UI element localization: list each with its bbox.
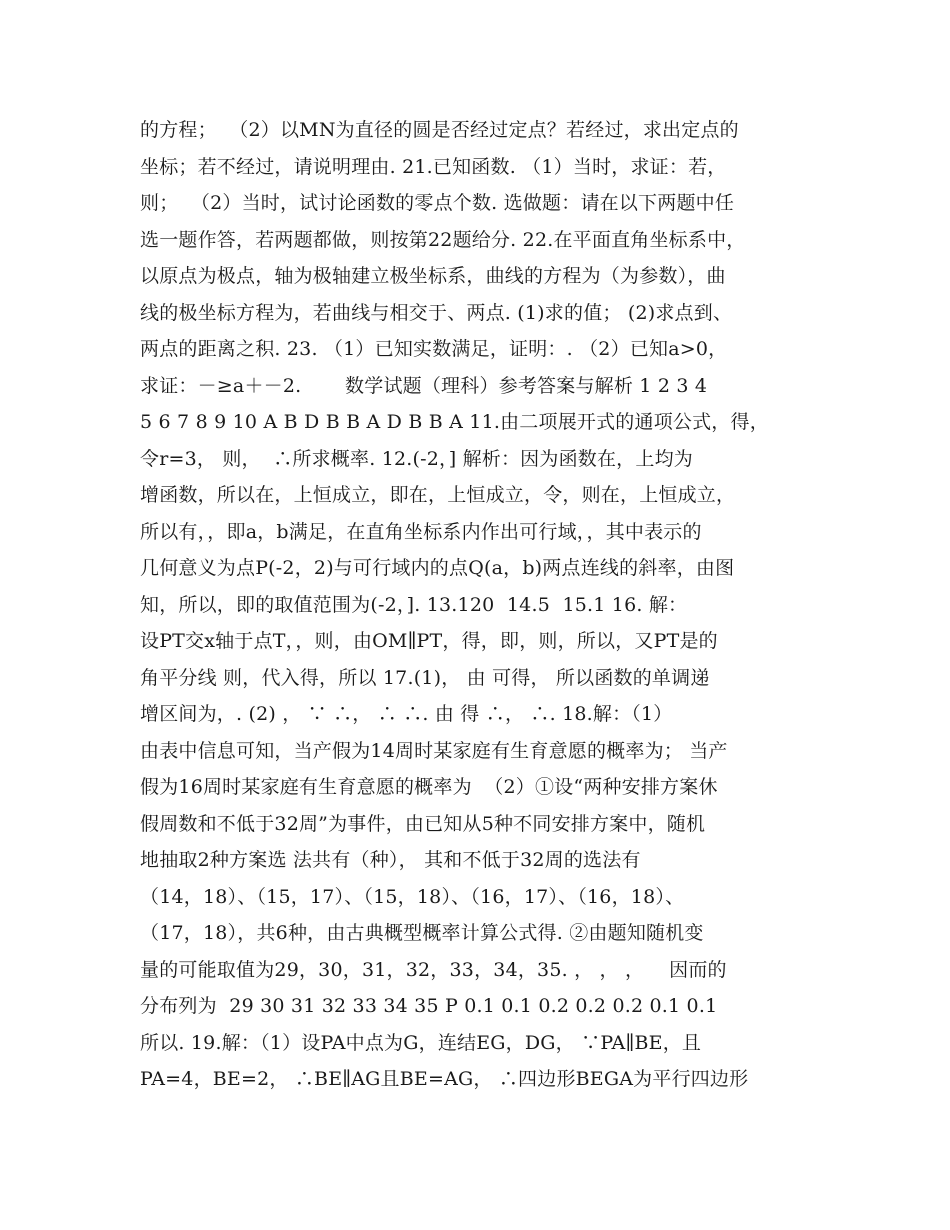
document-body [140,112,830,1098]
text-line: 选一题作答，若两题都做，则按第22题给分. 22.在平面直角坐标系中， [140,228,746,251]
text-line: 地抽取2种方案选 法共有（种）， 其和不低于32周的选法有 [140,849,641,871]
text-line: 假为16周时某家庭有生育意愿的概率为 （2）①设“两种安排方案休 [140,776,718,798]
text-line: 所以有，，即a，b满足，在直角坐标系内作出可行域，，其中表示的 [140,520,702,543]
text-line: 所以. 19.解：（1）设PA中点为G，连结EG，DG， ∵PA∥BE，且 [140,1031,702,1054]
text-line: 两点的距离之积. 23. （1）已知实数满足，证明：. （2）已知a>0， [140,338,728,360]
text-line: 求证：－≥a＋－2. 数学试题（理科）参考答案与解析 1 2 3 4 [140,374,708,397]
text-line: 令r=3， 则， ∴所求概率. 12.(-2，] 解析：因为函数在，上均为 [140,447,693,470]
text-line: 分布列为 29 30 31 32 33 34 35 P 0.1 0.1 0.2 0.2 0.2 0.1 0.1 [140,995,718,1017]
text-line: 5 6 7 8 9 10 A B D B B A D B B A 11.由二项展开式的通项公式，得， [140,411,769,433]
text-line: 角平分线 则，代入得，所以 17.(1)， 由 可得， 所以函数的单调递 [140,666,710,689]
text-line: 线的极坐标方程为，若曲线与相交于、两点. (1)求的值； (2)求点到、 [140,301,733,324]
text-line: 则； （2）当时，试讨论函数的零点个数. 选做题：请在以下两题中任 [140,192,735,214]
text-line: 的方程； （2）以MN为直径的圆是否经过定点？若经过，求出定点的 [140,119,739,141]
text-line: 以原点为极点，轴为极轴建立极坐标系，曲线的方程为（为参数），曲 [140,265,726,287]
text-line: 增函数，所以在，上恒成立，即在，上恒成立，令，则在，上恒成立， [140,484,736,506]
text-line: （17，18），共6种，由古典概型概率计算公式得. ②由题知随机变 [140,922,704,944]
text-line: PA=4，BE=2， ∴BE∥AG且BE=AG， ∴四边形BEGA为平行四边形 [140,1068,749,1090]
text-line: 增区间为，. (2) ， ∵ ∴， ∴ ∴. 由 得 ∴， ∴. 18.解：（1） [140,703,673,725]
text-line: 坐标；若不经过，请说明理由. 21.已知函数. （1）当时，求证：若， [140,155,727,178]
text-line: 假周数和不低于32周”为事件，由已知从5种不同安排方案中，随机 [140,812,706,835]
text-line: 设PT交x轴于点T，，则，由OM∥PT，得，即，则，所以，又PT是的 [140,630,718,652]
text-line: 知，所以，即的取值范围为(-2，]. 13.120 14.5 15.1 16. 解： [140,593,688,616]
text-line: 量的可能取值为29，30，31，32，33，34，35. ， ， ， 因而的 [140,958,727,981]
text-line: （14，18）、（15，17）、（15，18）、（16，17）、（16，18）、 [140,885,685,908]
text-line: 几何意义为点P(-2，2)与可行域内的点Q(a，b)两点连线的斜率，由图 [140,557,735,579]
text-line: 由表中信息可知，当产假为14周时某家庭有生育意愿的概率为； 当产 [140,739,728,762]
